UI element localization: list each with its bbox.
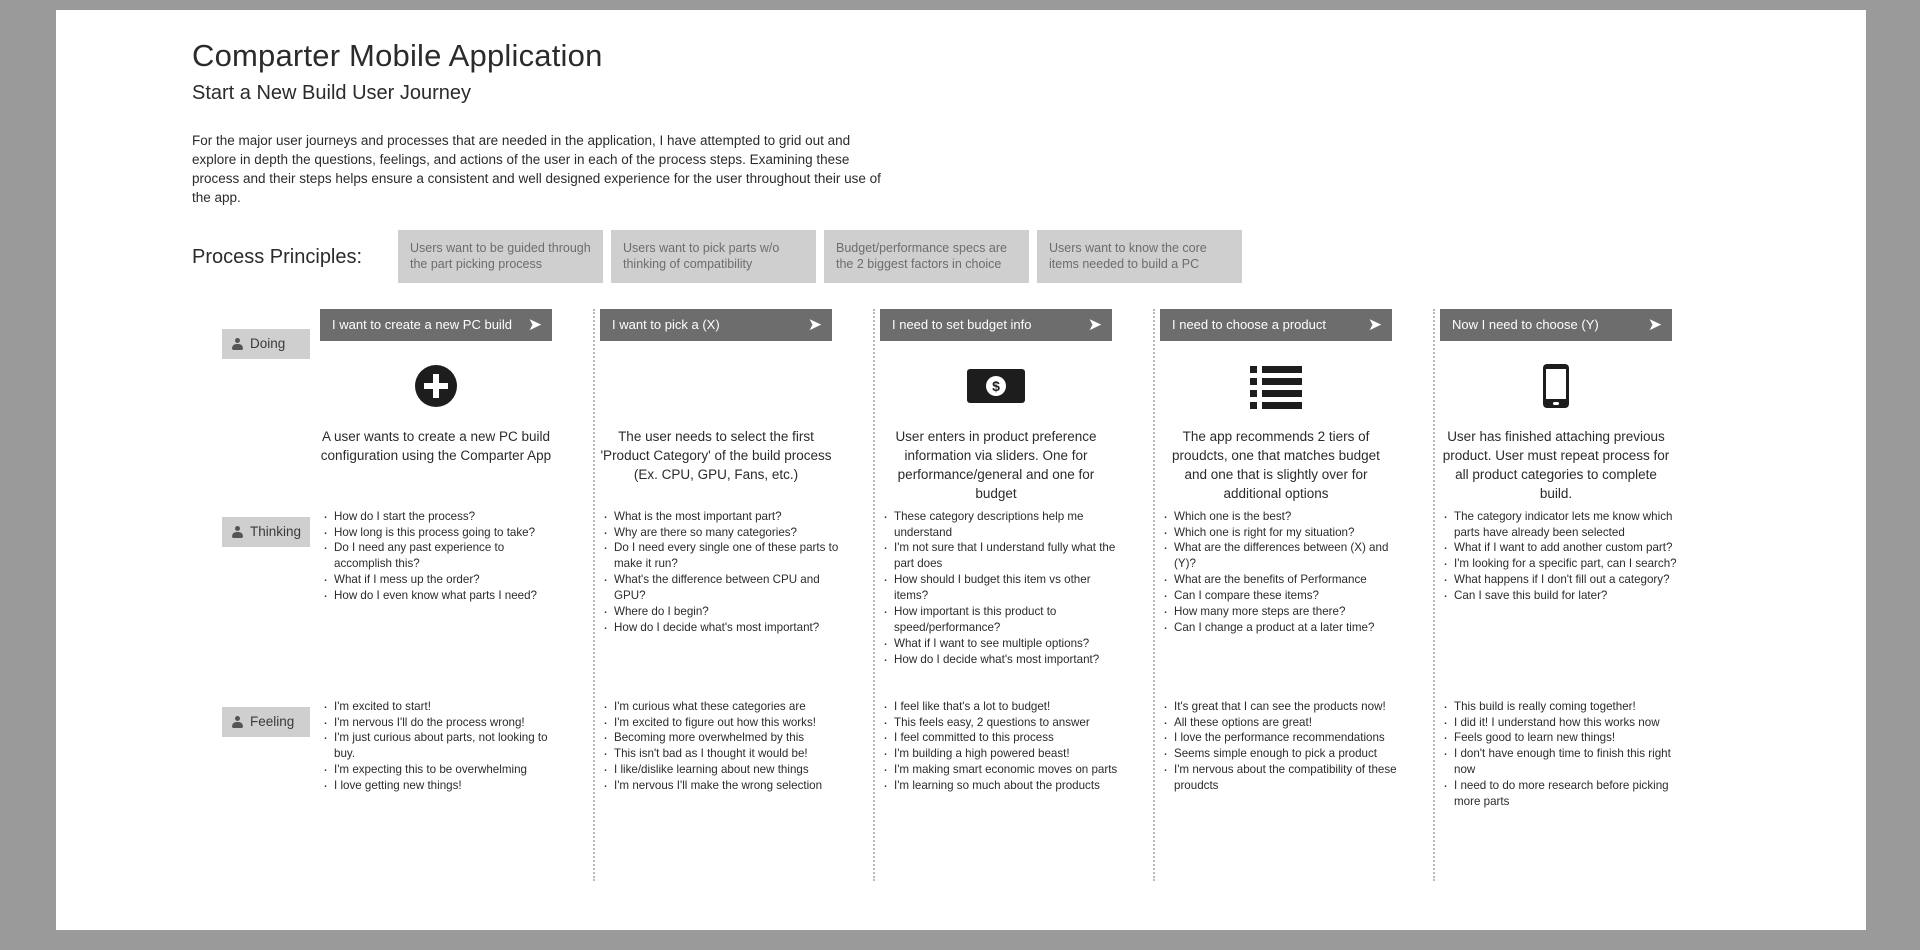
plus-circle-icon bbox=[415, 365, 457, 407]
list-item: · I'm nervous I'll do the process wrong! bbox=[320, 715, 560, 731]
journey-column-2 bbox=[600, 309, 880, 889]
poster-canvas bbox=[56, 10, 1866, 930]
step-header-2-label: I want to pick a (X) bbox=[612, 317, 720, 333]
list-item: · I need to do more research before picking more parts bbox=[1440, 778, 1680, 810]
row-label-doing bbox=[222, 329, 310, 359]
step-description-3: User enters in product preference information via sliders. One for performance/general and one for budget bbox=[895, 428, 1097, 502]
list-item: · This build is really coming together! bbox=[1440, 699, 1680, 715]
row-label-doing-text: Doing bbox=[250, 336, 286, 352]
step-header-3[interactable] bbox=[880, 309, 1112, 341]
list-item: · Do I need every single one of these parts to make it run? bbox=[600, 540, 840, 572]
person-icon bbox=[232, 338, 243, 350]
arrow-right-icon: ➤ bbox=[807, 315, 822, 335]
person-icon bbox=[232, 526, 243, 538]
list-item: · I'm just curious about parts, not looking to buy. bbox=[320, 730, 560, 762]
list-item: · Can I compare these items? bbox=[1160, 588, 1400, 604]
list-item: · Which one is the best? bbox=[1160, 509, 1400, 525]
list-item: · I did it! I understand how this works now bbox=[1440, 715, 1680, 731]
step-header-5-label: Now I need to choose (Y) bbox=[1452, 317, 1599, 333]
phone-icon bbox=[1543, 364, 1569, 408]
step-icon-4 bbox=[1160, 355, 1392, 417]
column-divider bbox=[1433, 309, 1435, 881]
list-item: · How important is this product to speed/performance? bbox=[880, 604, 1120, 636]
step-header-4[interactable] bbox=[1160, 309, 1392, 341]
arrow-right-icon: ➤ bbox=[1647, 315, 1662, 335]
step-header-5[interactable] bbox=[1440, 309, 1672, 341]
principle-card-2: Users want to pick parts w/o thinking of compatibility bbox=[611, 230, 816, 283]
list-item: · I'm learning so much about the products bbox=[880, 778, 1120, 794]
list-item: · I love getting new things! bbox=[320, 778, 560, 794]
column-divider bbox=[873, 309, 875, 881]
journey-column-5 bbox=[1440, 309, 1720, 889]
list-item: · I'm excited to figure out how this works! bbox=[600, 715, 840, 731]
list-item: · The category indicator lets me know which parts have already been selected bbox=[1440, 509, 1680, 541]
step-icon-5 bbox=[1440, 355, 1672, 417]
list-item: · What if I want to see multiple options? bbox=[880, 636, 1120, 652]
thinking-list-4 bbox=[1160, 509, 1400, 636]
list-item: · Do I need any past experience to accomplish this? bbox=[320, 540, 560, 572]
list-item: · Becoming more overwhelmed by this bbox=[600, 730, 840, 746]
list-item: · I'm not sure that I understand fully what the part does bbox=[880, 540, 1120, 572]
arrow-right-icon: ➤ bbox=[527, 315, 542, 335]
list-item: · How do I start the process? bbox=[320, 509, 560, 525]
list-item: · How do I even know what parts I need? bbox=[320, 588, 560, 604]
list-row bbox=[1250, 366, 1302, 373]
step-description-2: The user needs to select the first 'Product Category' of the build process (Ex. CPU, GPU, Fans, etc.) bbox=[600, 428, 832, 482]
list-item: · How many more steps are there? bbox=[1160, 604, 1400, 620]
list-item: · How do I decide what's most important? bbox=[880, 652, 1120, 668]
list-item: · I like/dislike learning about new things bbox=[600, 762, 840, 778]
row-label-feeling-text: Feeling bbox=[250, 714, 295, 730]
list-item: · Which one is right for my situation? bbox=[1160, 525, 1400, 541]
column-divider bbox=[1153, 309, 1155, 881]
person-icon bbox=[232, 716, 243, 728]
list-item: · I'm curious what these categories are bbox=[600, 699, 840, 715]
list-item: · What if I want to add another custom part? bbox=[1440, 540, 1680, 556]
money-icon bbox=[967, 369, 1025, 403]
list-row bbox=[1250, 402, 1302, 409]
step-icon-1 bbox=[320, 355, 552, 417]
monitor-icon bbox=[689, 363, 743, 409]
process-principles-label: Process Principles: bbox=[192, 245, 363, 268]
thinking-list-3 bbox=[880, 509, 1120, 668]
list-item: · What happens if I don't fill out a category? bbox=[1440, 572, 1680, 588]
principle-card-4: Users want to know the core items needed to build a PC bbox=[1037, 230, 1242, 283]
list-row bbox=[1250, 390, 1302, 397]
list-item: · I'm making smart economic moves on parts bbox=[880, 762, 1120, 778]
coin-icon: $ bbox=[986, 376, 1006, 396]
step-icon-3 bbox=[880, 355, 1112, 417]
step-header-3-label: I need to set budget info bbox=[892, 317, 1032, 333]
principle-card-3: Budget/performance specs are the 2 biggest factors in choice bbox=[824, 230, 1029, 283]
feeling-list-5 bbox=[1440, 699, 1680, 810]
list-item: · How should I budget this item vs other items? bbox=[880, 572, 1120, 604]
journey-columns bbox=[320, 309, 1832, 889]
thinking-list-2 bbox=[600, 509, 840, 636]
list-item: · Can I save this build for later? bbox=[1440, 588, 1680, 604]
list-item: · I'm nervous I'll make the wrong selection bbox=[600, 778, 840, 794]
step-header-2[interactable] bbox=[600, 309, 832, 341]
step-header-1[interactable] bbox=[320, 309, 552, 341]
list-item: · It's great that I can see the products now! bbox=[1160, 699, 1400, 715]
list-item: · Can I change a product at a later time? bbox=[1160, 620, 1400, 636]
list-item: · How do I decide what's most important? bbox=[600, 620, 840, 636]
column-divider bbox=[593, 309, 595, 881]
list-item: · I'm excited to start! bbox=[320, 699, 560, 715]
arrow-right-icon: ➤ bbox=[1367, 315, 1382, 335]
step-description-1: A user wants to create a new PC build configuration using the Comparter App bbox=[320, 428, 552, 463]
journey-column-1 bbox=[320, 309, 600, 889]
journey-column-3 bbox=[880, 309, 1160, 889]
list-icon bbox=[1250, 366, 1302, 406]
list-item: · I'm looking for a specific part, can I search? bbox=[1440, 556, 1680, 572]
row-label-thinking bbox=[222, 517, 310, 547]
list-item: · I'm building a high powered beast! bbox=[880, 746, 1120, 762]
list-item: · I'm expecting this to be overwhelming bbox=[320, 762, 560, 778]
list-item: · Feels good to learn new things! bbox=[1440, 730, 1680, 746]
list-item: · This isn't bad as I thought it would be! bbox=[600, 746, 840, 762]
list-item: · Seems simple enough to pick a product bbox=[1160, 746, 1400, 762]
principle-card-1: Users want to be guided through the part picking process bbox=[398, 230, 603, 283]
step-description-4: The app recommends 2 tiers of proudcts, one that matches budget and one that is slightly over for additional options bbox=[1172, 428, 1380, 502]
step-header-1-label: I want to create a new PC build bbox=[332, 317, 512, 333]
list-item: · What are the benefits of Performance bbox=[1160, 572, 1400, 588]
row-label-thinking-text: Thinking bbox=[250, 524, 302, 540]
thinking-list-5 bbox=[1440, 509, 1680, 604]
list-item: · What is the most important part? bbox=[600, 509, 840, 525]
list-item: · All these options are great! bbox=[1160, 715, 1400, 731]
feeling-list-3 bbox=[880, 699, 1120, 794]
feeling-list-2 bbox=[600, 699, 840, 794]
list-item: · Where do I begin? bbox=[600, 604, 840, 620]
list-item: · How long is this process going to take? bbox=[320, 525, 560, 541]
arrow-right-icon: ➤ bbox=[1087, 315, 1102, 335]
feeling-list-4 bbox=[1160, 699, 1400, 794]
list-item: · What if I mess up the order? bbox=[320, 572, 560, 588]
list-row bbox=[1250, 378, 1302, 385]
page-title: Comparter Mobile Application bbox=[192, 38, 603, 73]
list-item: · I don't have enough time to finish this right now bbox=[1440, 746, 1680, 778]
list-item: · I feel committed to this process bbox=[880, 730, 1120, 746]
list-item: · Why are there so many categories? bbox=[600, 525, 840, 541]
poster-content bbox=[192, 30, 1832, 910]
journey-grid bbox=[192, 309, 1832, 889]
step-header-4-label: I need to choose a product bbox=[1172, 317, 1326, 333]
list-item: · What are the differences between (X) and (Y)? bbox=[1160, 540, 1400, 572]
list-item: · I feel like that's a lot to budget! bbox=[880, 699, 1120, 715]
step-description-5: User has finished attaching previous product. User must repeat process for all product categories to complete build. bbox=[1442, 428, 1670, 502]
list-item: · These category descriptions help me understand bbox=[880, 509, 1120, 541]
thinking-list-1 bbox=[320, 509, 560, 604]
row-label-feeling bbox=[222, 707, 310, 737]
step-icon-2 bbox=[600, 355, 832, 417]
list-item: · What's the difference between CPU and GPU? bbox=[600, 572, 840, 604]
list-item: · I love the performance recommendations bbox=[1160, 730, 1400, 746]
page-subtitle: Start a New Build User Journey bbox=[192, 82, 472, 104]
intro-paragraph: For the major user journeys and processes that are needed in the application, I have attempted to grid out and explore in depth the questions, feelings, and actions of the user in each of the process steps. Examining these process and their steps helps ensure a consistent and well designed experience for the user throughout their use of the app. bbox=[192, 133, 881, 206]
journey-column-4 bbox=[1160, 309, 1440, 889]
process-principles bbox=[192, 230, 1832, 283]
feeling-list-1 bbox=[320, 699, 560, 794]
list-item: · This feels easy, 2 questions to answer bbox=[880, 715, 1120, 731]
list-item: · I'm nervous about the compatibility of these proudcts bbox=[1160, 762, 1400, 794]
